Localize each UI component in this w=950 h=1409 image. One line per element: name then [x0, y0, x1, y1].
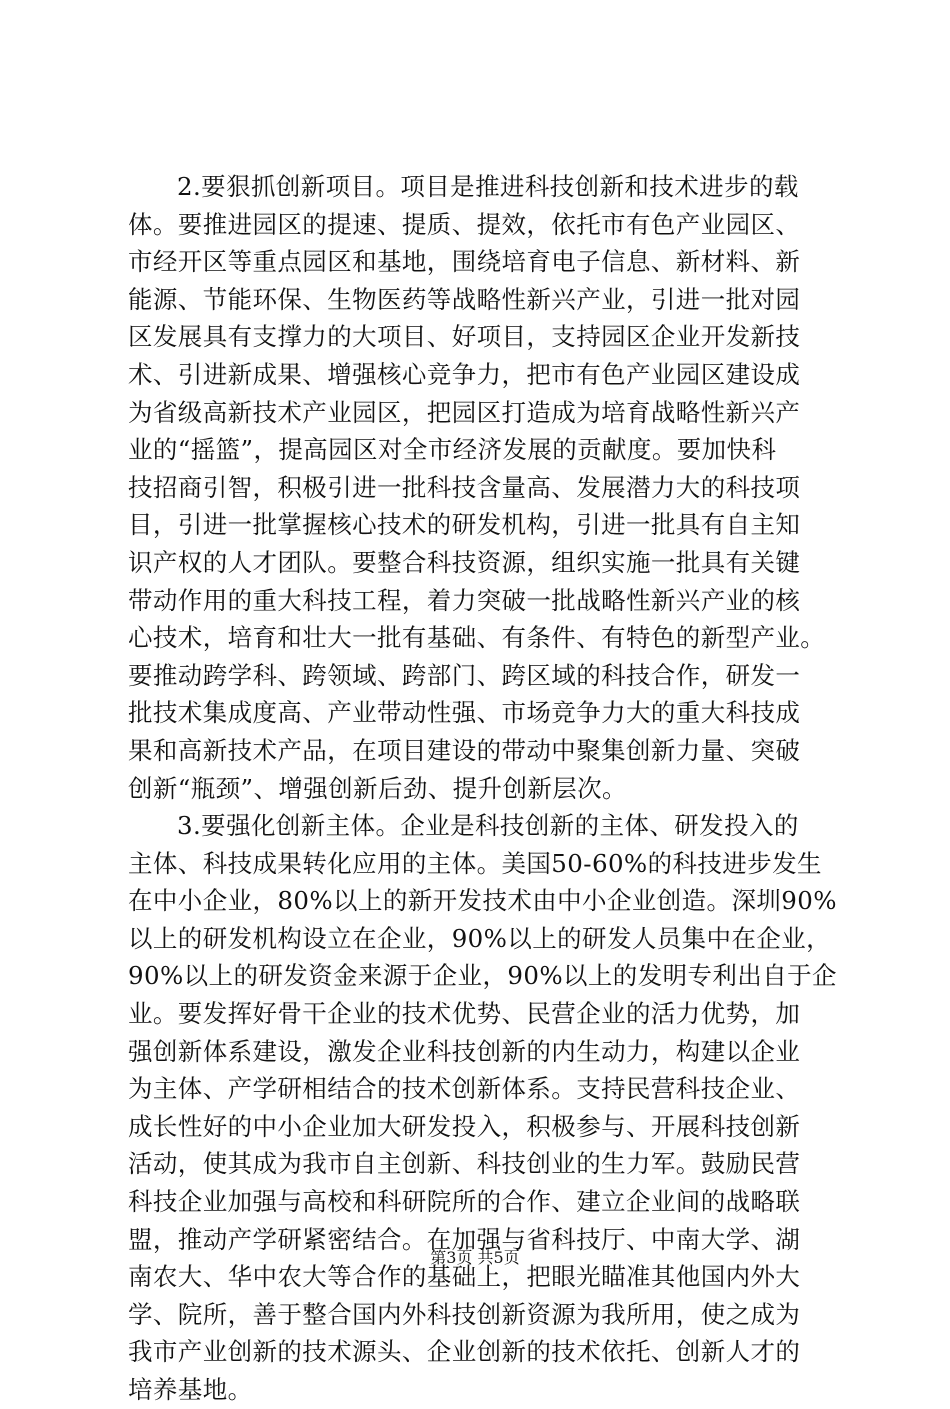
text-line: 市经开区等重点园区和基地，围绕培育电子信息、新材料、新 [128, 247, 801, 277]
text-line: 果和高新技术产品，在项目建设的带动中聚集创新力量、突破 [128, 735, 801, 765]
text-line: 3.要强化创新主体。企业是科技创新的主体、研发投入的 [177, 811, 799, 841]
text-line: 能源、节能环保、生物医药等战略性新兴产业，引进一批对园 [128, 284, 801, 314]
text-line: 术、引进新成果、增强核心竞争力，把市有色产业园区建设成 [128, 359, 801, 389]
text-line: 活动，使其成为我市自主创新、科技创业的生力军。鼓励民营 [128, 1149, 801, 1179]
text-line: 创新“瓶颈”、增强创新后劲、提升创新层次。 [128, 773, 627, 803]
text-line: 体。要推进园区的提速、提质、提效，依托市有色产业园区、 [128, 209, 801, 239]
text-line: 培养基地。 [128, 1375, 253, 1404]
text-line: 主体、科技成果转化应用的主体。美国50-60%的科技进步发生 [128, 848, 822, 878]
text-line: 区发展具有支撑力的大项目、好项目，支持园区企业开发新技 [128, 322, 801, 352]
text-line: 以上的研发机构设立在企业，90%以上的研发人员集中在企业， [128, 923, 832, 953]
text-line: 为主体、产学研相结合的技术创新体系。支持民营科技企业、 [128, 1074, 801, 1104]
text-line: 南农大、华中农大等合作的基础上，把眼光瞄准其他国内外大 [128, 1262, 801, 1292]
text-line: 心技术，培育和壮大一批有基础、有条件、有特色的新型产业。 [128, 623, 826, 653]
text-line: 我市产业创新的技术源头、企业创新的技术依托、创新人才的 [128, 1337, 801, 1367]
text-line: 要推动跨学科、跨领域、跨部门、跨区域的科技合作，研发一 [128, 660, 801, 690]
text-line: 带动作用的重大科技工程，着力突破一批战略性新兴产业的核 [128, 585, 801, 615]
text-line: 业的“摇篮”，提高园区对全市经济发展的贡献度。要加快科 [128, 435, 777, 465]
paragraph-innovation-subjects [128, 807, 837, 1409]
text-line: 科技企业加强与高校和科研院所的合作、建立企业间的战略联 [128, 1187, 801, 1217]
page-number-footer: 第3页 共5页 [430, 1248, 520, 1267]
text-line: 盟，推动产学研紧密结合。在加强与省科技厅、中南大学、湖 [128, 1224, 801, 1254]
document-body [128, 168, 837, 1409]
paragraph-innovation-projects [128, 168, 831, 807]
text-line: 识产权的人才团队。要整合科技资源，组织实施一批具有关键 [128, 547, 801, 577]
text-line: 目，引进一批掌握核心技术的研发机构，引进一批具有自主知 [128, 510, 801, 540]
text-line: 学、院所，善于整合国内外科技创新资源为我所用，使之成为 [128, 1299, 801, 1329]
text-line: 强创新体系建设，激发企业科技创新的内生动力，构建以企业 [128, 1036, 801, 1066]
text-line: 业。要发挥好骨干企业的技术优势、民营企业的活力优势，加 [128, 999, 801, 1029]
text-line: 批技术集成度高、产业带动性强、市场竞争力大的重大科技成 [128, 698, 801, 728]
text-line: 90%以上的研发资金来源于企业，90%以上的发明专利出自于企 [128, 961, 837, 991]
text-line: 2.要狠抓创新项目。项目是推进科技创新和技术进步的载 [177, 172, 799, 201]
text-line: 成长性好的中小企业加大研发投入，积极参与、开展科技创新 [128, 1111, 801, 1141]
text-line: 技招商引智，积极引进一批科技含量高、发展潜力大的科技项 [128, 472, 801, 502]
text-line: 为省级高新技术产业园区，把园区打造成为培育战略性新兴产 [128, 397, 801, 427]
text-line: 在中小企业，80%以上的新开发技术由中小企业创造。深圳90% [128, 886, 837, 916]
